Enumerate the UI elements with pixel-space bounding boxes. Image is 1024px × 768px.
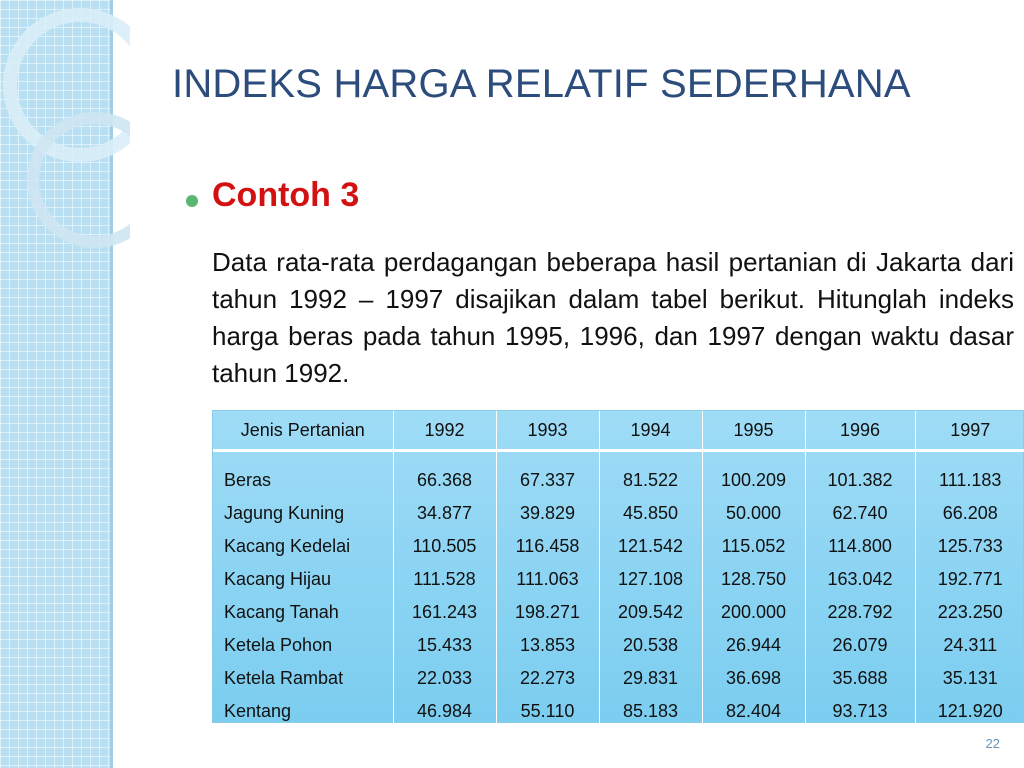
table-cell: 81.522 bbox=[622, 470, 679, 490]
header-year: 1997 bbox=[915, 411, 1024, 451]
table-cell: 121.920 bbox=[937, 701, 1003, 721]
table-cell: 228.792 bbox=[827, 602, 893, 622]
table-cell: 114.800 bbox=[828, 536, 892, 556]
year-column-1992 bbox=[393, 451, 496, 729]
table-cell: 50.000 bbox=[725, 503, 782, 523]
table-cell: 82.404 bbox=[725, 701, 782, 721]
table-cell: 36.698 bbox=[725, 668, 782, 688]
table-cell: 192.771 bbox=[937, 569, 1003, 589]
table-cell: Jagung Kuning bbox=[224, 503, 345, 523]
header-year: 1994 bbox=[599, 411, 702, 451]
year-column-1996 bbox=[805, 451, 915, 729]
table-cell: 85.183 bbox=[622, 701, 679, 721]
header-commodity: Jenis Pertanian bbox=[213, 411, 393, 451]
year-column-1994 bbox=[599, 451, 702, 729]
data-table bbox=[212, 410, 1024, 723]
table-cell: Kacang Tanah bbox=[224, 602, 339, 622]
header-year: 1995 bbox=[702, 411, 805, 451]
table-cell: Kacang Hijau bbox=[224, 569, 332, 589]
table-cell: 161.243 bbox=[411, 602, 478, 622]
table-cell: 67.337 bbox=[519, 470, 576, 490]
table-cell: 111.528 bbox=[413, 569, 476, 589]
table-cell: 127.108 bbox=[617, 569, 684, 589]
table-cell: 128.750 bbox=[720, 569, 787, 589]
table-cell: Kacang Kedelai bbox=[224, 536, 351, 556]
table-cell: 46.984 bbox=[416, 701, 473, 721]
table-cell: Beras bbox=[224, 470, 272, 490]
year-column-1997 bbox=[915, 451, 1024, 729]
slide-title: INDEKS HARGA RELATIF SEDERHANA bbox=[172, 62, 911, 106]
problem-paragraph: Data rata-rata perdagangan beberapa hasil pertanian di Jakarta dari tahun 1992 – 1997 disajikan dalam tabel berikut. Hitunglah indeks harga beras pada tahun 1995, 1996, dan 1997 dengan waktu dasar tahun 1992. bbox=[212, 247, 1014, 388]
table-cell: 34.877 bbox=[416, 503, 473, 523]
header-year: 1992 bbox=[393, 411, 496, 451]
example-heading: Contoh 3 bbox=[212, 176, 360, 214]
ring-bottom bbox=[33, 118, 130, 242]
table-cell: 55.110 bbox=[520, 701, 575, 721]
table-cell: 24.311 bbox=[943, 635, 998, 655]
table-cell: 125.733 bbox=[937, 536, 1003, 556]
table-cell: 101.382 bbox=[827, 470, 893, 490]
table-cell: Kentang bbox=[224, 701, 292, 721]
table-cell: Ketela Rambat bbox=[224, 668, 344, 688]
header-year: 1993 bbox=[496, 411, 599, 451]
table-cell: 223.250 bbox=[937, 602, 1003, 622]
table-cell: 22.033 bbox=[416, 668, 473, 688]
table-cell: 20.538 bbox=[622, 635, 679, 655]
data-table-grid bbox=[213, 411, 1024, 728]
table-cell: 100.209 bbox=[720, 470, 787, 490]
table-cell: 39.829 bbox=[519, 503, 576, 523]
table-body bbox=[213, 451, 1024, 729]
table-cell: 200.000 bbox=[720, 602, 787, 622]
table-cell: 163.042 bbox=[827, 569, 893, 589]
decorative-rings bbox=[0, 0, 130, 260]
table-cell: 26.079 bbox=[832, 635, 888, 655]
table-cell: 15.433 bbox=[416, 635, 473, 655]
table-cell: 121.542 bbox=[617, 536, 684, 556]
ring-top bbox=[10, 15, 130, 155]
table-cell: 62.740 bbox=[832, 503, 888, 523]
year-column-1993 bbox=[496, 451, 599, 729]
table-cell: 66.368 bbox=[416, 470, 473, 490]
table-cell: 66.208 bbox=[942, 503, 998, 523]
table-header-row bbox=[213, 411, 1024, 451]
table-cell: 111.183 bbox=[939, 470, 1002, 490]
table-cell: 111.063 bbox=[516, 569, 579, 589]
table-cell: 45.850 bbox=[622, 503, 679, 523]
year-column-1995 bbox=[702, 451, 805, 729]
table-cell: 209.542 bbox=[617, 602, 684, 622]
page-number: 22 bbox=[985, 736, 1000, 751]
table-cell: 26.944 bbox=[725, 635, 782, 655]
table-cell: 115.052 bbox=[721, 536, 786, 556]
table-cell: Ketela Pohon bbox=[224, 635, 333, 655]
table-cell: 35.688 bbox=[832, 668, 888, 688]
table-cell: 93.713 bbox=[832, 701, 888, 721]
table-cell: 29.831 bbox=[622, 668, 679, 688]
table-cell: 198.271 bbox=[514, 602, 581, 622]
table-cell: 35.131 bbox=[942, 668, 998, 688]
table-cell: 110.505 bbox=[412, 536, 477, 556]
header-year: 1996 bbox=[805, 411, 915, 451]
bullet-dot-icon bbox=[186, 195, 198, 207]
table-cell: 22.273 bbox=[519, 668, 576, 688]
table-cell: 116.458 bbox=[515, 536, 580, 556]
table-cell: 13.853 bbox=[519, 635, 576, 655]
commodity-column bbox=[213, 451, 393, 729]
